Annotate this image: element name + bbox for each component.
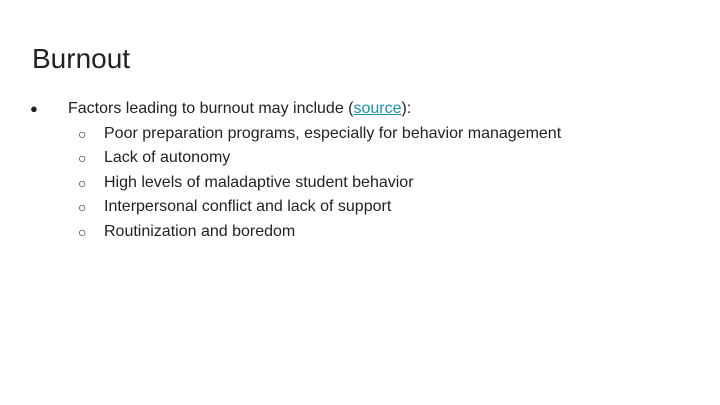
sub-bullet-item: [30, 220, 690, 245]
bullet-marker: ●: [30, 101, 38, 116]
main-bullet-text-after: ):: [401, 100, 412, 117]
sub-bullet-marker: ○: [78, 125, 87, 142]
sub-bullet-item: [30, 171, 690, 196]
sub-bullet-item: [30, 195, 690, 220]
sub-bullet-text: Interpersonal conflict and lack of support: [104, 198, 392, 216]
sub-bullet-marker: ○: [78, 199, 87, 216]
main-bullet: [30, 97, 690, 122]
sub-bullet-item: [30, 146, 690, 171]
sub-bullet-marker: ○: [78, 174, 87, 191]
sub-bullet-text: Poor preparation programs, especially for behavior management: [104, 124, 562, 142]
sub-bullet-text: Routinization and boredom: [104, 222, 296, 240]
main-bullet-text: [68, 97, 411, 122]
slide-title: Burnout: [32, 43, 131, 74]
sub-bullet-marker: ○: [78, 150, 87, 167]
sub-bullet-item: [30, 122, 690, 147]
sub-bullet-marker: ○: [78, 223, 87, 240]
main-bullet-text-before: Factors leading to burnout may include (: [68, 100, 354, 117]
bullet-list: [30, 97, 690, 245]
sub-bullet-text: High levels of maladaptive student behavior: [104, 173, 414, 191]
source-link[interactable]: source: [353, 100, 402, 117]
sub-bullet-text: Lack of autonomy: [104, 149, 231, 167]
